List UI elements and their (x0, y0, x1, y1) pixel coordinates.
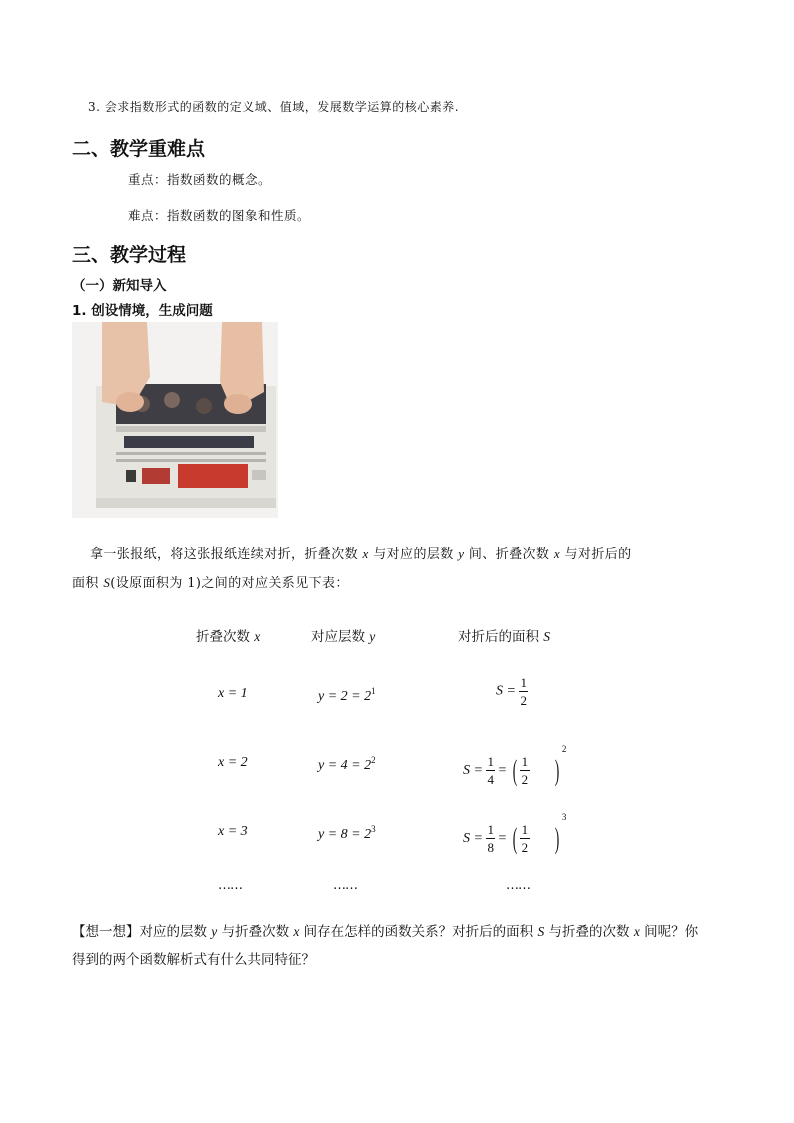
step-heading: 1. 创设情境，生成问题 (72, 303, 213, 319)
row2-y: $y = 4 = 2^2$ (318, 755, 376, 773)
fraction: $\frac{1}{2}$ (521, 822, 529, 856)
difficulty-text: 难点：指数函数的图象和性质。 (128, 208, 311, 223)
row2-s: S = $\frac{1}{4}$ = ( $\frac{1}{2}$ )$^2$ (463, 744, 567, 788)
key-point-text: 重点：指数函数的概念。 (128, 172, 272, 187)
ellipsis-col-2: …… (333, 878, 357, 893)
section-3-heading: 三、教学过程 (72, 244, 187, 266)
fraction: $\frac{1}{2}$ (521, 754, 529, 788)
row1-s: S = $\frac{1}{2}$ (496, 675, 527, 708)
think-question: 【想一想】对应的层数 y 与折叠次数 x 间存在怎样的函数关系？对折后的面积 S 与折叠的次数 x 间呢？你 得到的两个函数解析式有什么共同特征？ (72, 924, 699, 968)
row2-x: x = 2 (218, 755, 248, 770)
fraction: $\frac{1}{4}$ (487, 754, 494, 788)
ellipsis-col-1: …… (218, 878, 242, 893)
section-2-heading: 二、教学重难点 (72, 138, 206, 160)
header-fold-count: 折叠次数 x (196, 629, 261, 645)
row1-x: x = 1 (218, 686, 248, 701)
header-layer-count: 对应层数 y (311, 629, 376, 645)
newspaper-illustration (72, 322, 278, 518)
objective-item-3: 3. 会求指数形式的函数的定义域、值域，发展数学运算的核心素养. (88, 100, 460, 114)
fraction: $\frac{1}{8}$ (487, 822, 494, 856)
row3-y: $y = 8 = 2^3$ (318, 824, 376, 842)
newspaper-folding-photo (72, 322, 278, 518)
fraction: $\frac{1}{2}$ (520, 675, 527, 708)
row3-s: S = $\frac{1}{8}$ = ( $\frac{1}{2}$ )$^3$ (463, 812, 567, 856)
row1-y: $y = 2 = 2^1$ (318, 686, 376, 704)
intro-paragraph: 拿一张报纸，将这张报纸连续对折，折叠次数 x 与对应的层数 y 间、折叠次数 x 与对折后的 面积 S(设原面积为 1)之间的对应关系见下表： (72, 546, 632, 591)
header-area: 对折后的面积 S (458, 629, 551, 645)
row3-x: x = 3 (218, 824, 248, 839)
ellipsis-col-3: …… (506, 878, 530, 893)
subsection-heading: （一）新知导入 (72, 278, 167, 294)
